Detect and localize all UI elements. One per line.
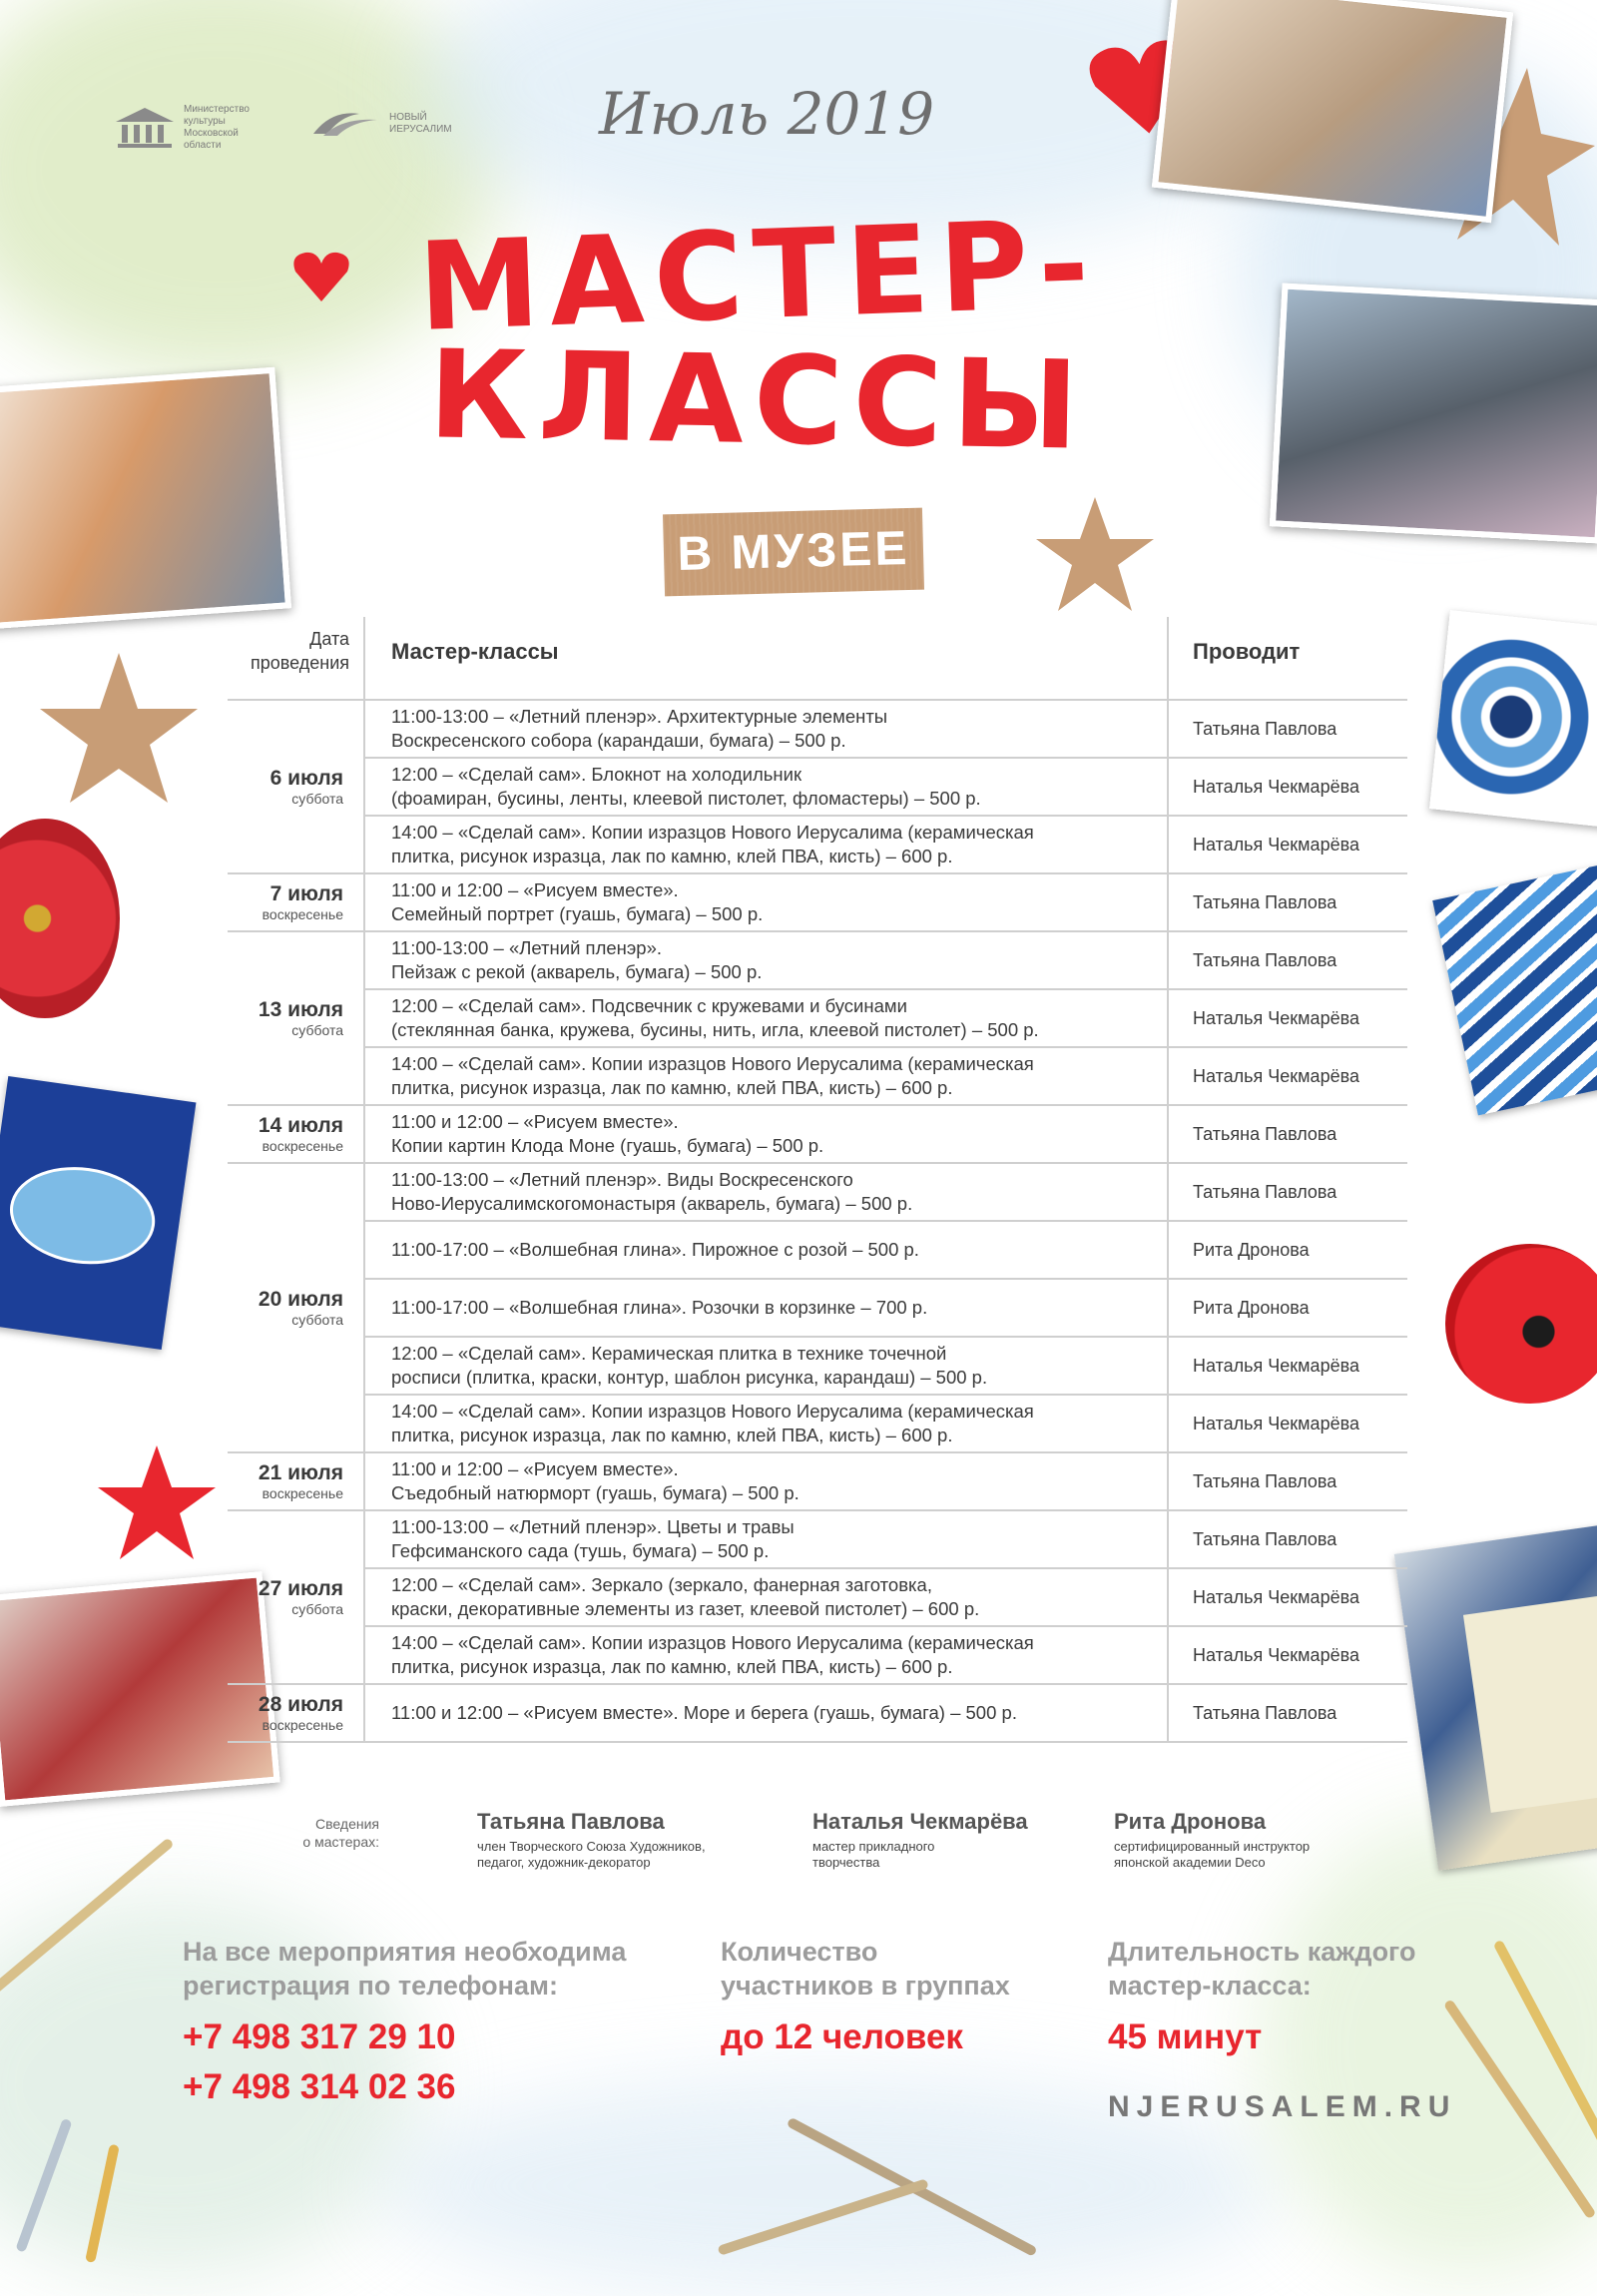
class-description: 12:00 – «Сделай сам». Керамическая плитка в технике точечной росписи (плитка, краски, контур, шаблон рисунка, карандаш) – 500 р. bbox=[363, 1338, 1167, 1394]
class-description: 12:00 – «Сделай сам». Подсвечник с кружевами и бусинами (стеклянная банка, кружева, бусины, нить, игла, клеевой пистолет) – 500 р. bbox=[363, 990, 1167, 1046]
photo-girl-painting bbox=[1152, 0, 1513, 223]
registration-label: На все мероприятия необходима регистрация по телефонам: bbox=[183, 1937, 627, 2001]
day-weekday: воскресенье bbox=[262, 1138, 343, 1154]
master-role: член Творческого Союза Художников, педагог, художник-декоратор bbox=[477, 1839, 706, 1870]
table-row bbox=[363, 701, 1407, 757]
schedule-day bbox=[228, 1106, 1407, 1164]
day-date: 6 июля bbox=[269, 767, 343, 790]
table-row bbox=[363, 1164, 1407, 1220]
class-description: 11:00-13:00 – «Летний пленэр». Цветы и травы Гефсиманского сада (тушь, бумага) – 500 р. bbox=[363, 1511, 1167, 1567]
class-description: 14:00 – «Сделай сам». Копии изразцов Нового Иерусалима (керамическая плитка, рисунок изразца, лак по камню, клей ПВА, кисть) – 600 р. bbox=[363, 817, 1167, 872]
class-description: 11:00 и 12:00 – «Рисуем вместе». Съедобный натюрморт (гуашь, бумага) – 500 р. bbox=[363, 1453, 1167, 1509]
class-description: 11:00 и 12:00 – «Рисуем вместе». Копии картин Клода Моне (гуашь, бумага) – 500 р. bbox=[363, 1106, 1167, 1162]
star-icon bbox=[1030, 493, 1160, 619]
class-host: Наталья Чекмарёва bbox=[1167, 990, 1407, 1046]
day-weekday: суббота bbox=[291, 1312, 343, 1328]
day-date: 21 июля bbox=[258, 1461, 343, 1484]
blue-pattern-book bbox=[1432, 861, 1597, 1116]
class-description: 12:00 – «Сделай сам». Блокнот на холодильник (фоамиран, бусины, ленты, клеевой пистолет, фломастеры) – 500 р. bbox=[363, 759, 1167, 815]
schedule-day bbox=[228, 1453, 1407, 1511]
table-row bbox=[363, 1511, 1407, 1567]
day-cell bbox=[228, 1164, 363, 1451]
photo-boys-crafting bbox=[0, 367, 291, 630]
class-host: Рита Дронова bbox=[1167, 1222, 1407, 1278]
master-role: сертифицированный инструктор японской академии Deco bbox=[1114, 1839, 1311, 1870]
table-row bbox=[363, 1220, 1407, 1278]
header-date: Дата проведения bbox=[251, 629, 349, 673]
website-link[interactable]: NJERUSALEM.RU bbox=[1108, 2090, 1457, 2123]
photo-workshop-table bbox=[1270, 283, 1597, 543]
registration-info bbox=[183, 1935, 626, 2112]
master-name: Рита Дронова bbox=[1114, 1809, 1267, 1834]
duration-value: 45 минут bbox=[1108, 2017, 1263, 2056]
day-weekday: суббота bbox=[291, 1601, 343, 1617]
class-host: Наталья Чекмарёва bbox=[1167, 1396, 1407, 1451]
red-flower bbox=[0, 819, 120, 1018]
class-host: Татьяна Павлова bbox=[1167, 874, 1407, 930]
class-host: Наталья Чекмарёва bbox=[1167, 1569, 1407, 1625]
class-host: Татьяна Павлова bbox=[1167, 1164, 1407, 1220]
schedule-body bbox=[228, 701, 1407, 1743]
phone-number-1[interactable]: +7 498 317 29 10 bbox=[183, 2017, 456, 2056]
masters-label: Сведения о мастерах: bbox=[302, 1816, 379, 1850]
ministry-logo[interactable] bbox=[114, 104, 254, 152]
red-poppy bbox=[1445, 1244, 1597, 1404]
class-host: Наталья Чекмарёва bbox=[1167, 1627, 1407, 1683]
master-dronova bbox=[1114, 1809, 1310, 1871]
schedule-day bbox=[228, 1164, 1407, 1453]
phone-number-2[interactable]: +7 498 314 02 36 bbox=[183, 2067, 456, 2106]
class-description: 14:00 – «Сделай сам». Копии изразцов Нового Иерусалима (керамическая плитка, рисунок изразца, лак по камню, клей ПВА, кисть) – 600 р. bbox=[363, 1627, 1167, 1683]
class-description: 11:00-13:00 – «Летний пленэр». Пейзаж с рекой (акварель, бумага) – 500 р. bbox=[363, 932, 1167, 988]
class-host: Рита Дронова bbox=[1167, 1280, 1407, 1336]
group-size-value: до 12 человек bbox=[721, 2017, 963, 2056]
table-row bbox=[363, 1567, 1407, 1625]
class-description: 11:00-13:00 – «Летний пленэр». Архитектурные элементы Воскресенского собора (карандаши, бумага) – 500 р. bbox=[363, 701, 1167, 757]
wave-logo-icon bbox=[311, 106, 381, 142]
day-weekday: воскресенье bbox=[262, 1717, 343, 1733]
class-host: Татьяна Павлова bbox=[1167, 1685, 1407, 1741]
day-cell bbox=[228, 932, 363, 1104]
new-jerusalem-logo[interactable] bbox=[311, 106, 459, 142]
class-description: 11:00-17:00 – «Волшебная глина». Розочки в корзинке – 700 р. bbox=[363, 1280, 1167, 1336]
table-row bbox=[363, 1046, 1407, 1104]
table-row bbox=[363, 757, 1407, 815]
ministry-logo-text: Министерство культуры Московской области bbox=[184, 104, 250, 151]
schedule-table bbox=[228, 617, 1407, 1743]
table-row bbox=[363, 1278, 1407, 1336]
class-host: Татьяна Павлова bbox=[1167, 1453, 1407, 1509]
rose-mirror-frame bbox=[1394, 1523, 1597, 1871]
day-cell bbox=[228, 1453, 363, 1509]
group-size-label: Количество участников в группах bbox=[721, 1937, 1010, 2001]
schedule-day bbox=[228, 932, 1407, 1106]
schedule-header bbox=[228, 617, 1407, 701]
table-row bbox=[363, 815, 1407, 872]
day-date: 20 июля bbox=[258, 1288, 343, 1311]
table-row bbox=[363, 1453, 1407, 1509]
schedule-day bbox=[228, 1511, 1407, 1685]
in-museum-label: В МУЗЕЕ bbox=[663, 508, 924, 597]
class-description: 12:00 – «Сделай сам». Зеркало (зеркало, фанерная заготовка, краски, декоративные элементы из газет, клеевой пистолет) – 600 р. bbox=[363, 1569, 1167, 1625]
duration-info bbox=[1108, 1935, 1415, 2062]
class-description: 11:00-17:00 – «Волшебная глина». Пирожное с розой – 500 р. bbox=[363, 1222, 1167, 1278]
class-host: Татьяна Павлова bbox=[1167, 701, 1407, 757]
table-row bbox=[363, 1625, 1407, 1683]
master-chekmareva bbox=[812, 1809, 1028, 1871]
day-weekday: суббота bbox=[291, 791, 343, 807]
table-row bbox=[363, 932, 1407, 988]
table-row bbox=[363, 1685, 1407, 1741]
month-heading: Июль 2019 bbox=[599, 80, 935, 148]
star-icon bbox=[34, 649, 204, 809]
master-name: Наталья Чекмарёва bbox=[812, 1809, 1028, 1834]
class-host: Наталья Чекмарёва bbox=[1167, 759, 1407, 815]
class-host: Татьяна Павлова bbox=[1167, 1511, 1407, 1567]
table-row bbox=[363, 874, 1407, 930]
title-line-2: КЛАССЫ bbox=[427, 323, 1090, 477]
day-weekday: суббота bbox=[291, 1022, 343, 1038]
day-weekday: воскресенье bbox=[262, 1485, 343, 1501]
table-row bbox=[363, 1106, 1407, 1162]
museum-building-icon bbox=[114, 106, 176, 150]
class-host: Наталья Чекмарёва bbox=[1167, 817, 1407, 872]
table-row bbox=[363, 1394, 1407, 1451]
blue-mandala-card bbox=[1429, 610, 1597, 828]
blue-fish-card bbox=[0, 1076, 196, 1350]
day-cell bbox=[228, 874, 363, 930]
class-host: Наталья Чекмарёва bbox=[1167, 1048, 1407, 1104]
new-jerusalem-logo-text: НОВЫЙ ИЕРУСАЛИМ bbox=[389, 112, 452, 135]
red-star-icon bbox=[92, 1441, 222, 1565]
schedule-day bbox=[228, 701, 1407, 874]
day-cell bbox=[228, 1106, 363, 1162]
master-pavlova bbox=[477, 1809, 706, 1871]
class-description: 11:00 и 12:00 – «Рисуем вместе». Семейный портрет (гуашь, бумага) – 500 р. bbox=[363, 874, 1167, 930]
day-date: 13 июля bbox=[258, 998, 343, 1021]
class-description: 14:00 – «Сделай сам». Копии изразцов Нового Иерусалима (керамическая плитка, рисунок изразца, лак по камню, клей ПВА, кисть) – 600 р. bbox=[363, 1396, 1167, 1451]
header-classes: Мастер-классы bbox=[363, 617, 1167, 699]
day-cell bbox=[228, 701, 363, 872]
day-weekday: воскресенье bbox=[262, 906, 343, 922]
day-date: 28 июля bbox=[258, 1693, 343, 1716]
master-name: Татьяна Павлова bbox=[477, 1809, 665, 1834]
day-date: 7 июля bbox=[269, 882, 343, 905]
table-row bbox=[363, 988, 1407, 1046]
day-date: 14 июля bbox=[258, 1114, 343, 1137]
class-host: Татьяна Павлова bbox=[1167, 932, 1407, 988]
title-line-1: МАСТЕР- bbox=[415, 193, 1102, 358]
day-cell bbox=[228, 1685, 363, 1741]
class-host: Наталья Чекмарёва bbox=[1167, 1338, 1407, 1394]
day-date: 27 июля bbox=[258, 1577, 343, 1600]
class-description: 11:00-13:00 – «Летний пленэр». Виды Воскресенского Ново-Иерусалимскогомонастыря (акварель, бумага) – 500 р. bbox=[363, 1164, 1167, 1220]
table-row bbox=[363, 1336, 1407, 1394]
group-size-info bbox=[721, 1935, 1010, 2062]
header-host: Проводит bbox=[1167, 617, 1407, 699]
master-role: мастер прикладного творчества bbox=[812, 1839, 935, 1870]
class-description: 14:00 – «Сделай сам». Копии изразцов Нового Иерусалима (керамическая плитка, рисунок изразца, лак по камню, клей ПВА, кисть) – 600 р. bbox=[363, 1048, 1167, 1104]
class-description: 11:00 и 12:00 – «Рисуем вместе». Море и берега (гуашь, бумага) – 500 р. bbox=[363, 1685, 1167, 1741]
day-cell bbox=[228, 1511, 363, 1683]
duration-label: Длительность каждого мастер-класса: bbox=[1108, 1937, 1416, 2001]
schedule-day bbox=[228, 874, 1407, 932]
class-host: Татьяна Павлова bbox=[1167, 1106, 1407, 1162]
schedule-day bbox=[228, 1685, 1407, 1743]
